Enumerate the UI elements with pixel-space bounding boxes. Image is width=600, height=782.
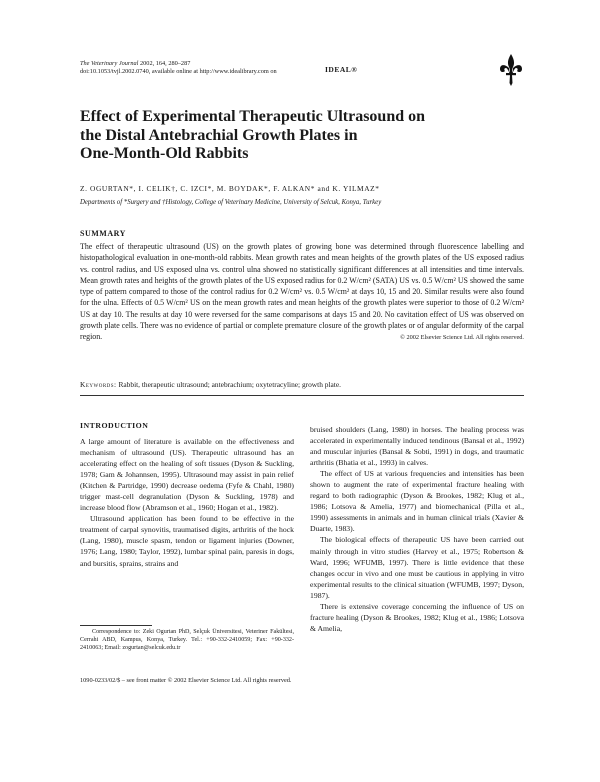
copyright-footer: 1090-0233/02/$ – see front matter © 2002 Elsevier Science Ltd. All rights reserved. xyxy=(80,677,292,684)
section-divider xyxy=(80,395,524,396)
publisher-fleur-icon xyxy=(498,52,524,88)
summary-heading: SUMMARY xyxy=(80,229,126,238)
journal-citation xyxy=(80,60,277,76)
doi-line: doi:10.1053/tvjl.2002.0740, available online at http://www.idealibrary.com on xyxy=(80,68,277,75)
paragraph: bruised shoulders (Lang, 1980) in horses. The healing process was accelerated in experimentally induced tendinous (Bansal et al., 1992) and muscular injuries (Bansal & Sobti, 1991) in dogs, and traumatic arthritis (Bhatia et al., 1993) in calves. xyxy=(310,425,524,468)
footnote-divider xyxy=(80,625,152,626)
paragraph: The effect of US at various frequencies and intensities has been shown to augment the rate of experimental fracture healing with regard to both radiographic (Dyson & Brookes, 1982; Klug et al., 1986; Lotsova & Amelia, 1977) and biomechanical (Pilla et al., 1990) assessments in animals and in human clinical trials (Xavier & Duarte, 1983). xyxy=(310,469,524,534)
correspondence-footnote: Correspondence to: Zeki Ogurtan PhD, Selçuk Üniversitesi, Veteriner Fakültesi, Cerrahi ABD, Kampus, Konya, Turkey. Tel.: +90-332-2410059; Fax: +90-332-2410063; Email: zogurtan@selcuk.edu.tr xyxy=(80,629,294,651)
abstract xyxy=(80,241,524,344)
ideal-logo: IDEAL® xyxy=(325,65,358,74)
introduction-heading: INTRODUCTION xyxy=(80,421,149,430)
body-column-right xyxy=(310,424,524,634)
paragraph: A large amount of literature is available on the effectiveness and mechanism of ultrasound (US). Therapeutic ultrasound has an accelerating effect on the healing of soft tissues (Dyson & Suckling, 1978; Gam & Johannsen, 1995). Ultrasound may assist in pain relief (Kitchen & Partridge, 1990) decrease oedema (Fyfe & Chahl, 1980) trigger mast-cell degranulation (Dyson & Suckling, 1978) and increase blood flow (Abramson et al., 1960; Hogan et al., 1982). xyxy=(80,437,294,513)
affiliation: Departments of *Surgery and †Histology, College of Veterinary Medicine, University of Selcuk, Konya, Turkey xyxy=(80,199,382,206)
paragraph: There is extensive coverage concerning the influence of US on fracture healing (Dyson & Brookes, 1982; Klug et al., 1986; Lotsova & Amelia, xyxy=(310,601,524,633)
author-list: Z. OGURTAN*, I. CELIK†, C. IZCI*, M. BOYDAK*, F. ALKAN* and K. YILMAZ* xyxy=(80,184,380,193)
title-line: the Distal Antebrachial Growth Plates in xyxy=(80,126,358,144)
abstract-copyright: © 2002 Elsevier Science Ltd. All rights reserved. xyxy=(400,334,524,342)
keywords-label: Keywords: xyxy=(80,380,117,389)
article-title xyxy=(80,108,500,164)
keywords-text: Rabbit, therapeutic ultrasound; antebrachium; oxytetracyline; growth plate. xyxy=(116,380,341,389)
journal-volume: 2002, 164, 280–287 xyxy=(138,60,191,67)
paragraph: The biological effects of therapeutic US have been carried out mainly through in vitro studies (Harvey et al., 1975; Robertson & Ward, 1996; WFUMB, 1997). There is little evidence that these changes occur in vivo and one must be cautious in applying in vitro experimental results to the clinical situation (WFUMB, 1997; Dyson, 1987). xyxy=(310,535,524,600)
title-line: One-Month-Old Rabbits xyxy=(80,145,249,162)
body-column-left xyxy=(80,436,294,569)
abstract-text: The effect of therapeutic ultrasound (US) on the growth plates of growing bone was determined through fluorescence labelling and histopathological evaluation in one-month-old rabbits. Mean growth rates and mean heights of the growth plates of the US exposed radius vs. control radius, and US exposed ulna vs. control ulna showed no statistically significant differences at all intensities and time intervals. Mean growth rates and heights of the growth plates of the US exposed radius for 0.2 W/cm² (SATA) US vs. 0.5 W/cm² US showed the same type of pattern compared to those of the control radius for 0.2 W/cm² vs. 0.5 W/cm² at days 10, 15 and 20. Similar results were also found for the ulna. Effects of 0.5 W/cm² US on the mean growth rates and mean heights of the growth plates were superior to those of 0.2 W/cm² US at day 10. The results at day 10 were reversed for the same comparisons at days 15 and 20. No cavitation effect of US was observed on growth plate cells. There was no evidence of partial or complete premature closure of the growth plates or of angular deformity of the carpal region. xyxy=(80,242,524,342)
title-line: Effect of Experimental Therapeutic Ultrasound on xyxy=(80,108,426,125)
journal-name: The Veterinary Journal xyxy=(80,60,139,67)
paragraph: Ultrasound application has been found to be effective in the treatment of carpal synovitis, traumatised digits, arthritis of the hock (Lang, 1980), muscle spasm, tendon or ligament injuries (Downer, 1976; Lang, 1980; Taylor, 1992), lumbar spinal pain, paresis in dogs, and bursitis, sprains, strains and xyxy=(80,514,294,568)
keywords xyxy=(80,380,524,389)
